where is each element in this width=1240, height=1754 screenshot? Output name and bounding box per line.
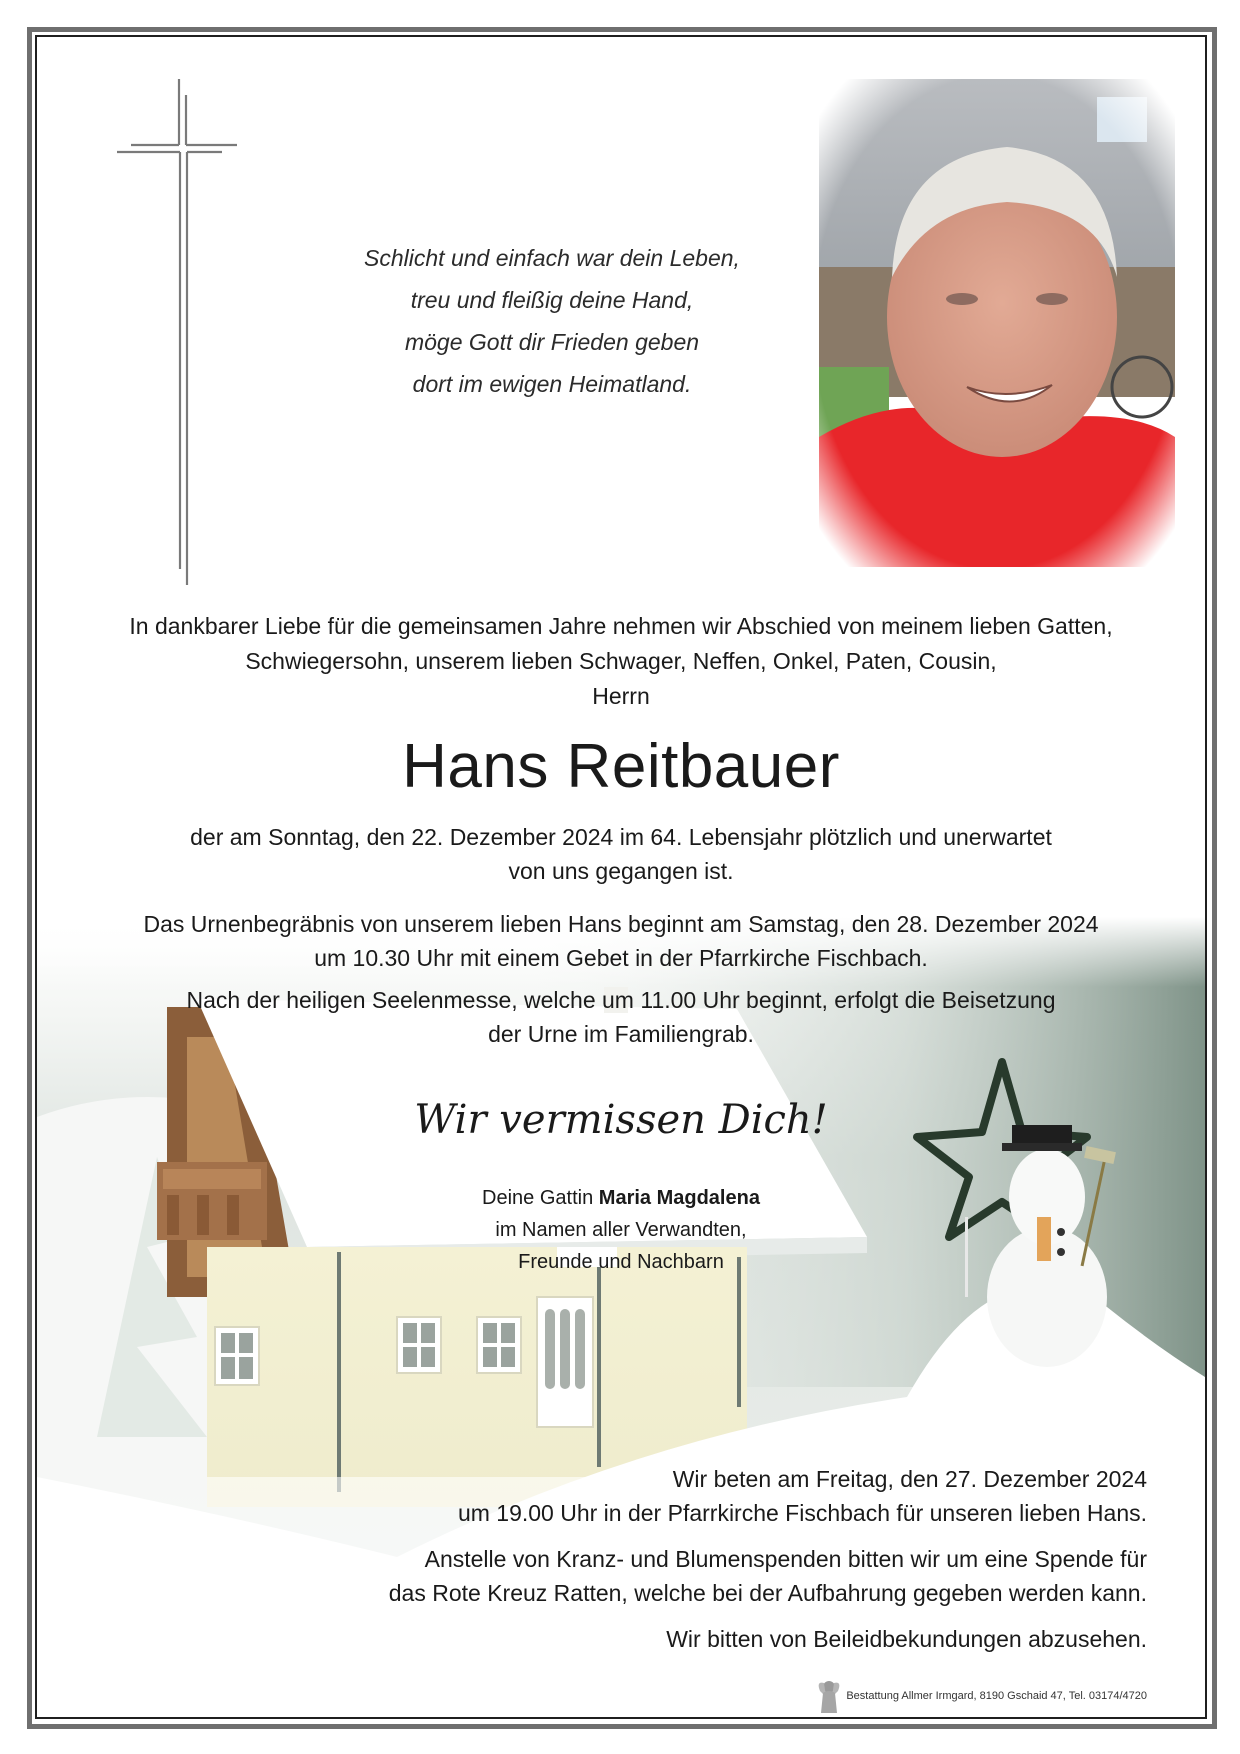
miss-you-heading: Wir vermissen Dich! <box>414 1097 828 1143</box>
poem-line: treu und fleißig deine Hand, <box>410 287 694 313</box>
angel-icon <box>816 1677 842 1715</box>
donation-line: Anstelle von Kranz- und Blumenspenden bitten wir um eine Spende für <box>424 1546 1147 1572</box>
condolence-note: Wir bitten von Beileidbekundungen abzusehen. <box>666 1626 1147 1652</box>
poem-line: möge Gott dir Frieden geben <box>404 329 700 355</box>
footer-text: Bestattung Allmer Irmgard, 8190 Gschaid 47, Tel. 03174/4720 <box>846 1690 1147 1702</box>
death-line: von uns gegangen ist. <box>508 858 734 884</box>
funeral-home-footer <box>816 1677 1147 1715</box>
prayer-line: Wir beten am Freitag, den 27. Dezember 2024 <box>672 1466 1147 1492</box>
funeral-line: Das Urnenbegräbnis von unserem lieben Hans beginnt am Samstag, den 28. Dezember 2024 <box>143 911 1099 937</box>
death-notice <box>37 820 1205 888</box>
poem-line: dort im ewigen Heimatland. <box>412 371 692 397</box>
signers-line-1 <box>37 1182 1205 1214</box>
intro-line: In dankbarer Liebe für die gemeinsamen Jahre nehmen wir Abschied von meinem lieben Gatten, <box>129 613 1113 639</box>
intro-line: Herrn <box>592 683 650 709</box>
poem <box>217 237 887 405</box>
death-line: der am Sonntag, den 22. Dezember 2024 im 64. Lebensjahr plötzlich und unerwartet <box>190 824 1052 850</box>
spouse-name: Maria Magdalena <box>598 1187 760 1209</box>
funeral-line: der Urne im Familiengrab. <box>488 1021 754 1047</box>
donation-line: das Rote Kreuz Ratten, welche bei der Aufbahrung gegeben werden kann. <box>388 1580 1147 1606</box>
signers <box>37 1182 1205 1278</box>
intro-line: Schwiegersohn, unserem lieben Schwager, Neffen, Onkel, Paten, Cousin, <box>245 648 997 674</box>
deceased-name: Hans Reitbauer <box>402 732 840 801</box>
additional-info <box>247 1462 1147 1656</box>
funeral-line: Nach der heiligen Seelenmesse, welche um 11.00 Uhr beginnt, erfolgt die Beisetzung <box>186 987 1056 1013</box>
intro-text <box>37 609 1205 714</box>
signers-line-2: im Namen aller Verwandten, <box>495 1219 747 1241</box>
signers-prefix: Deine Gattin <box>482 1187 594 1209</box>
prayer-line: um 19.00 Uhr in der Pfarrkirche Fischbach für unseren lieben Hans. <box>457 1500 1147 1526</box>
poem-line: Schlicht und einfach war dein Leben, <box>364 245 740 271</box>
obituary-card <box>35 35 1207 1719</box>
signers-line-3: Freunde und Nachbarn <box>518 1251 724 1273</box>
funeral-line: um 10.30 Uhr mit einem Gebet in der Pfarrkirche Fischbach. <box>314 945 928 971</box>
funeral-details <box>37 907 1205 1051</box>
